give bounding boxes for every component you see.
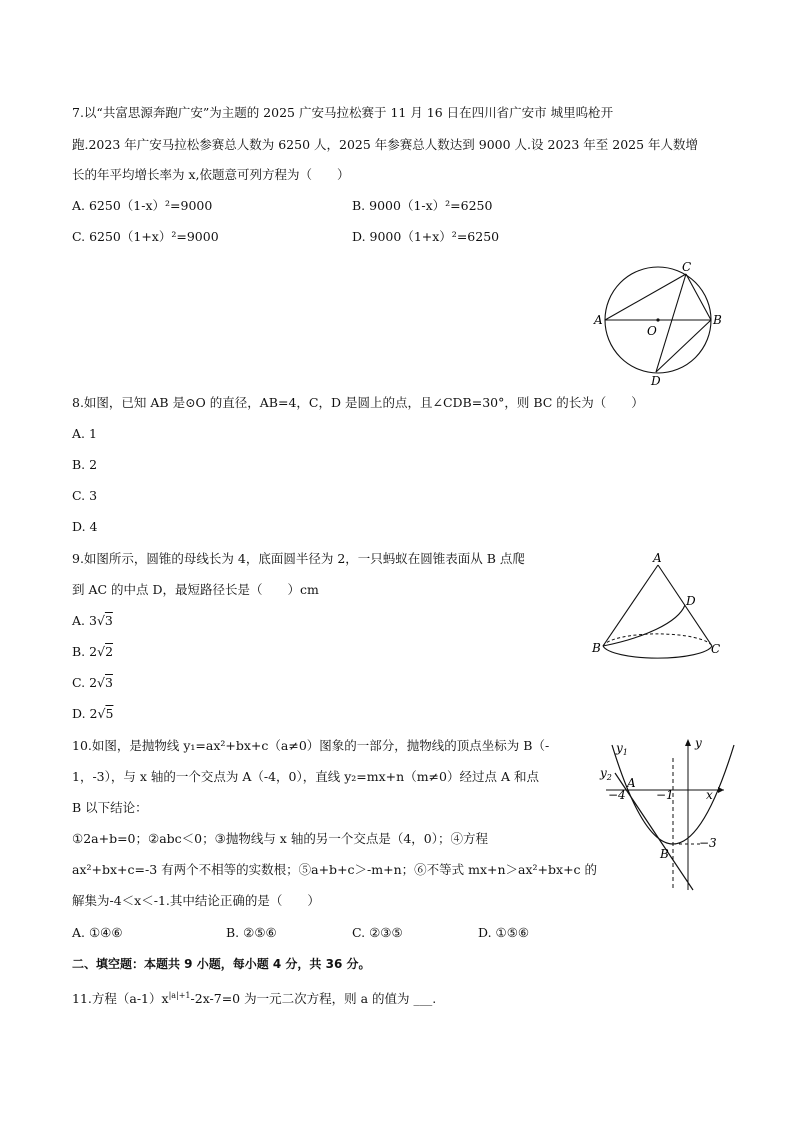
q8-option-b: B. 2 [72,457,98,472]
label-x: x [706,788,713,802]
label-a: A [627,776,636,790]
q9-stem-line1: 9.如图所示，圆锥的母线长为 4，底面圆半径为 2，一只蚂蚁在圆锥表面从 B 点爬 [72,551,525,566]
q7-stem-line2: 跑.2023 年广安马拉松参赛总人数为 6250 人，2025 年参赛总人数达到 9000 人.设 2023 年至 2025 年人数增 [72,137,699,152]
q10-option-b: B. ②⑤⑥ [226,925,277,940]
y-axis-arrow [685,739,691,746]
q7-option-c: C. 6250（1+x）²=9000 [72,229,219,244]
q10-stem-line3: B 以下结论： [72,800,148,815]
q7-stem-line3: 长的年平均增长率为 x,依题意可列方程为（ ） [72,167,350,182]
label-b: B [592,641,601,655]
label-b: B [660,847,669,861]
label-d: D [651,374,661,388]
q10-option-a: A. ①④⑥ [72,925,123,940]
label-o: O [647,324,657,338]
q9-option-b: B. 2√2 [72,644,114,659]
q8-option-c: C. 3 [72,488,98,503]
q8-option-a: A. 1 [72,426,97,441]
q7-stem-line1: 7.以“共富思源奔跑广安”为主题的 2025 广安马拉松赛于 11 月 16 日在四川省广安市 城里呜枪开 [72,105,614,120]
q7-option-a: A. 6250（1-x）²=9000 [72,198,213,213]
label-minus1: −1 [656,788,674,802]
q9-cone-figure [588,548,728,660]
line-y2 [615,773,693,890]
q7-option-b: B. 9000（1-x）²=6250 [352,198,493,213]
q7-option-d: D. 9000（1+x）²=6250 [352,229,500,244]
q10-stem-line6: 解集为-4＜x＜-1.其中结论正确的是（ ） [72,893,320,908]
base-front [603,646,712,658]
label-c: C [711,642,721,656]
label-minus3: −3 [699,836,717,850]
q9-option-c: C. 2√3 [72,675,113,690]
q9-stem-line2: 到 AC 的中点 D，最短路径长是（ ）cm [72,582,319,597]
q10-stem-line2: 1，-3），与 x 轴的一个交点为 A（-4，0），直线 y₂=mx+n（m≠0）经过点 A 和点 [72,769,539,784]
slant-ab [603,565,658,646]
ant-path [603,605,685,646]
chord-cb [686,274,711,320]
base-back [603,634,712,646]
label-d: D [686,594,696,608]
label-y2: $y_2$ [600,766,612,782]
q9-option-a: A. 3√3 [72,613,113,628]
q8-option-d: D. 4 [72,519,98,534]
q10-stem-line5: ax²+bx+c=-3 有两个不相等的实数根；⑤a+b+c＞-m+n；⑥不等式 mx+n＞ax²+bx+c 的 [72,862,598,877]
q10-stem-line4: ①2a+b=0；②abc＜0；③抛物线与 x 轴的另一个交点是（4，0）；④方程 [72,831,488,846]
q11-answer-blank[interactable]: ___ [413,991,433,1007]
label-minus4: −4 [608,788,626,802]
q10-graph-figure [596,733,746,893]
q10-option-d: D. ①⑤⑥ [478,925,530,940]
label-c: C [682,260,692,274]
q11-stem: 11.方程$(a-1)x^{|a|+1}-2x-7=0$ 为一元二次方程，则 a 的值为 ___. [72,991,437,1007]
q10-option-c: C. ②③⑤ [352,925,403,940]
label-b: B [713,313,722,327]
label-y: y [695,736,702,750]
q8-circle-figure [590,258,730,390]
q9-option-d: D. 2√5 [72,706,114,721]
center-point [656,318,659,321]
label-a: A [653,551,662,565]
section-heading-fill-in: 二、填空题：本题共 9 小题，每小题 4 分，共 36 分。 [72,957,371,971]
label-y1: $y_1$ [616,741,628,757]
label-a: A [594,313,603,327]
q8-stem: 8.如图，已知 AB 是⊙O 的直径，AB=4，C，D 是圆上的点，且∠CDB=30°，则 BC 的长为（ ） [72,395,644,410]
q10-stem-line1: 10.如图，是抛物线 y₁=ax²+bx+c（a≠0）图象的一部分，抛物线的顶点坐标为 B（- [72,738,550,753]
